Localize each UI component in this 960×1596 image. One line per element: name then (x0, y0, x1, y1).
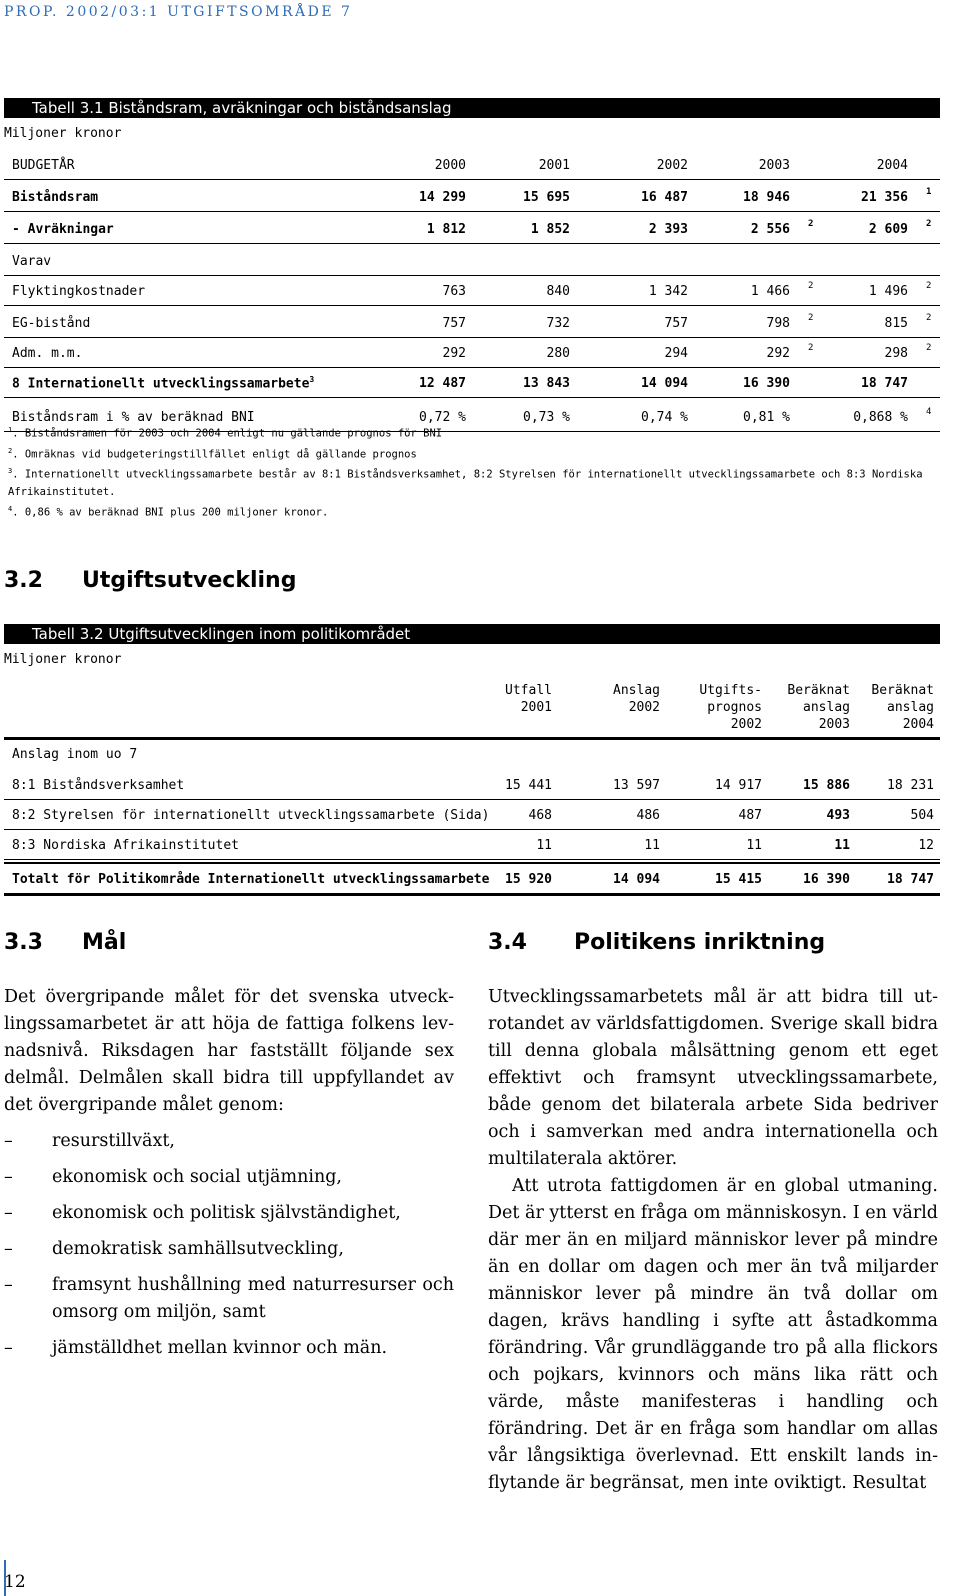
table1-row (4, 246, 940, 276)
footnote-ref: 2 (926, 281, 932, 291)
table2-cell: 493 (826, 808, 850, 823)
footnote-2: $^2$. Omräknas vid budgeteringstillfället enligt då gällande prognos (8, 446, 417, 460)
table2-row-label: 8:1 Biståndsverksamhet (12, 778, 185, 793)
table2-total-cell: 16 390 (803, 872, 850, 887)
table2-row (4, 770, 940, 800)
section-3-4-para-2: Att utrota fattigdomen är en global utmaning. Det är ytterst en fråga om människosyn. I en värld där mer än en miljard människor lever på mindre än en dollar om dagen och mer än två miljarder människor lever på mindre än två dollar om dagen, krävs handling i syfte att åstadkomma förändring. Vår grundläggande tro på alla flickors och pojkars, kvinnors och mäns lika rätt och värde, måste manifesteras i handling och förändring. Det är en fråga som handlar om allas vår långsiktiga överlevnad. Ett enskilt lands inflytande är begränsat, men inte oviktigt. Resultat (488, 1176, 938, 1493)
table1-row (4, 276, 940, 306)
table2-group-label: Anslag inom uo 7 (12, 747, 138, 762)
table2-row-label: 8:2 Styrelsen för internationellt utvecklingssamarbete (Sida) (12, 808, 490, 823)
table2-cell: 468 (528, 808, 552, 823)
table1-cell: 21 356 (861, 190, 908, 205)
table2-row-label: 8:3 Nordiska Afrikainstitutet (12, 838, 239, 853)
running-header: PROP. 2002/03:1 UTGIFTSOMRÅDE 7 (4, 4, 353, 20)
table1-cell: 2 556 (750, 222, 790, 237)
table2-cell: 11 (834, 838, 850, 853)
table1-year-header: 2002 (656, 158, 688, 173)
footnote-ref: 2 (926, 343, 932, 353)
table2-cell: 504 (910, 808, 934, 823)
table2-group-row (4, 740, 940, 768)
table2-cell: 18 231 (887, 778, 934, 793)
table2-total-cell: 14 094 (613, 872, 660, 887)
goal-item: – framsynt hushållning med naturresurser och omsorg om miljön, samt (4, 1272, 454, 1326)
table1-cell: 14 299 (419, 190, 466, 205)
table2-cell: 11 (644, 838, 660, 853)
table2-subtitle: Miljoner kronor (4, 652, 122, 667)
goal-item: – demokratisk samhällsutveckling, (4, 1236, 454, 1263)
table2-cell: 487 (738, 808, 762, 823)
footnote-1: $^1$. Biståndsramen för 2003 och 2004 enligt nu gällande prognos för BNI (8, 426, 443, 440)
table1-cell: 14 094 (641, 376, 688, 391)
table2-row (4, 830, 940, 860)
section-3-4-heading: 3.4 Politikens inriktning (488, 930, 826, 955)
table1-cell: 2 609 (868, 222, 908, 237)
table1-row-label: Biståndsram i % av beräknad BNI (12, 410, 255, 425)
table1-row-label: 8 Internationellt utvecklingssamarbete$^3$ (12, 374, 315, 391)
table1-row-label: - Avräkningar (12, 222, 114, 237)
table1-cell: 757 (664, 316, 688, 331)
table2-total-label: Totalt för Politikområde Internationellt utvecklingssamarbete (12, 872, 490, 887)
table1-row-label: Biståndsram (12, 190, 99, 205)
table1-row-label: Flyktingkostnader (12, 284, 146, 299)
table1-title: Tabell 3.1 Biståndsram, avräkningar och biståndsanslag (4, 98, 940, 118)
table1-header-row (4, 150, 940, 180)
table1-cell: 0,72 % (419, 410, 466, 425)
table2-cell: 12 (918, 838, 934, 853)
footnote-ref: 3 (309, 374, 315, 384)
table1-row-label: Varav (12, 254, 52, 269)
table1-year-header: 2004 (876, 158, 908, 173)
table2-total-cell: 15 920 (505, 872, 552, 887)
table1-cell: 1 342 (648, 284, 688, 299)
table1-cell: 16 390 (743, 376, 790, 391)
table1-cell: 1 496 (868, 284, 908, 299)
table1-cell: 12 487 (419, 376, 466, 391)
table1-row (4, 308, 940, 338)
table1-row (4, 214, 940, 244)
table2-row (4, 800, 940, 830)
table1-cell: 0,81 % (743, 410, 790, 425)
section-3-4-body (488, 984, 938, 1497)
table2-total-cell: 15 415 (715, 872, 762, 887)
table1-cell: 18 946 (743, 190, 790, 205)
table1-subtitle: Miljoner kronor (4, 126, 122, 141)
section-3-3-heading: 3.3 Mål (4, 930, 127, 955)
footnote-4: $^4$. 0,86 % av beräknad BNI plus 200 miljoner kronor. (8, 504, 329, 518)
footnote-ref: 2 (808, 219, 814, 229)
table1-cell: 1 812 (426, 222, 466, 237)
goal-list (4, 1128, 454, 1362)
table2-cell: 13 597 (613, 778, 660, 793)
page-number: 12 (4, 1572, 26, 1592)
footnote-ref: 2 (808, 313, 814, 323)
table1-row-label: EG-bistånd (12, 316, 91, 331)
table2-cell: 15 886 (803, 778, 850, 793)
table1-cell: 2 393 (648, 222, 688, 237)
table1-row-label: Adm. m.m. (12, 346, 83, 361)
table2-column-header: Utfall 2001 (505, 683, 552, 715)
table1-row (4, 338, 940, 368)
table1-cell: 1 852 (530, 222, 570, 237)
footnote-ref: 1 (926, 187, 932, 197)
table1-cell: 0,868 % (853, 410, 908, 425)
section-3-3-intro: Det övergripande målet för det svenska utvecklingssamarbetet är att höja de fattiga folkens levnadsnivå. Riksdagen har fastställt följande sex delmål. Delmålen skall bidra till uppfyllandet av det övergripande målet genom: (4, 987, 454, 1115)
table2-cell: 11 (536, 838, 552, 853)
table1-cell: 1 466 (750, 284, 790, 299)
table1-row (4, 368, 940, 398)
table1-cell: 732 (546, 316, 570, 331)
section-3-2-heading: 3.2 Utgiftsutveckling (4, 568, 297, 593)
footnote-3: $^3$. Internationellt utvecklingssamarbete består av 8:1 Biståndsverksamhet, 8:2 Styrelsen för internationellt utvecklingssamarbete och 8:3 Nordiska Afrikainstitutet. (8, 467, 923, 498)
table2-column-header: Anslag 2002 (613, 683, 660, 715)
table2-cell: 11 (746, 838, 762, 853)
footnote-ref: 2 (926, 313, 932, 323)
table1-cell: 292 (766, 346, 790, 361)
section-3-3-body (4, 984, 454, 1362)
table1-cell: 798 (766, 316, 790, 331)
table2-cell: 486 (636, 808, 660, 823)
footnote-ref: 2 (926, 219, 932, 229)
table2-column-header: Utgifts- prognos 2002 (699, 683, 762, 732)
table1-cell: 298 (884, 346, 908, 361)
section-3-4-para-1: Utvecklingssamarbetets mål är att bidra till utrotandet av världsfattigdomen. Sverige skall bidra till denna globala målsättning genom ett eget effektivt och framsynt utvecklingssamarbete, både genom det bilaterala arbete Sida bedriver och i samverkan med andra internationella och multilaterala aktörer. (488, 987, 938, 1169)
footnote-ref: 2 (808, 281, 814, 291)
table1-cell: 763 (442, 284, 466, 299)
table2-cell: 15 441 (505, 778, 552, 793)
table1-cell: 840 (546, 284, 570, 299)
table2-cell: 14 917 (715, 778, 762, 793)
goal-item: – ekonomisk och social utjämning, (4, 1164, 454, 1191)
table1-year-header: 2000 (434, 158, 466, 173)
table1-row (4, 182, 940, 212)
table1-cell: 13 843 (523, 376, 570, 391)
table2-total-row (4, 862, 940, 896)
table1-cell: 0,73 % (523, 410, 570, 425)
table1-cell: 280 (546, 346, 570, 361)
table2-total-cell: 18 747 (887, 872, 934, 887)
footnote-ref: 4 (926, 407, 932, 417)
goal-item: – jämställdhet mellan kvinnor och män. (4, 1335, 454, 1362)
table1-cell: 16 487 (641, 190, 688, 205)
table2-column-header: Beräknat anslag 2004 (871, 683, 934, 732)
table1-header-label: BUDGETÅR (12, 158, 75, 173)
table1-cell: 292 (442, 346, 466, 361)
table2-column-header: Beräknat anslag 2003 (787, 683, 850, 732)
table1-cell: 294 (664, 346, 688, 361)
table2-header-row (4, 676, 940, 740)
table1-cell: 815 (884, 316, 908, 331)
table1-cell: 757 (442, 316, 466, 331)
table1-cell: 0,74 % (641, 410, 688, 425)
table2-title: Tabell 3.2 Utgiftsutvecklingen inom politikområdet (4, 624, 940, 644)
goal-item: – resurstillväxt, (4, 1128, 454, 1155)
goal-item: – ekonomisk och politisk självständighet, (4, 1200, 454, 1227)
footnote-ref: 2 (808, 343, 814, 353)
table1-year-header: 2001 (538, 158, 570, 173)
table1-footnotes (8, 422, 928, 521)
table1-cell: 15 695 (523, 190, 570, 205)
table1-year-header: 2003 (758, 158, 790, 173)
table1-cell: 18 747 (861, 376, 908, 391)
